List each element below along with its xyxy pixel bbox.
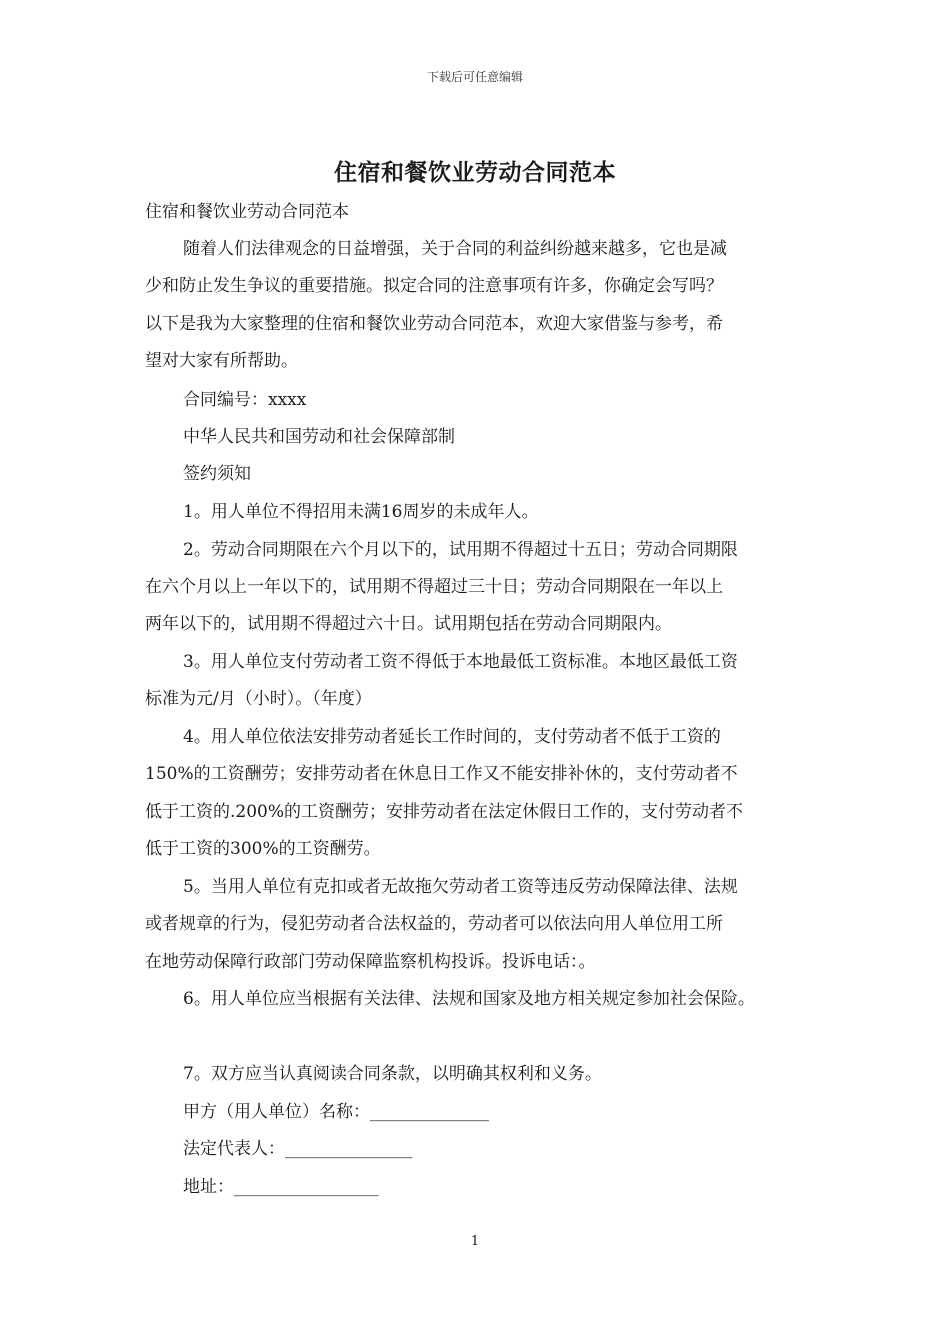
clause-3-line-2: 标准为元/月（小时）。（年度） <box>145 689 372 709</box>
clause-2-line-3: 两年以下的，试用期不得超过六十日。试用期包括在劳动合同期限内。 <box>145 614 672 634</box>
document-title: 住宿和餐饮业劳动合同范本 <box>334 159 616 186</box>
issuer-line: 中华人民共和国劳动和社会保障部制 <box>183 427 455 447</box>
intro-line-3: 以下是我为大家整理的住宿和餐饮业劳动合同范本，欢迎大家借鉴与参考，希 <box>145 314 723 334</box>
legal-representative-field: 法定代表人：_______________ <box>183 1139 413 1159</box>
subtitle-line: 住宿和餐饮业劳动合同范本 <box>145 202 349 222</box>
intro-line-1: 随着人们法律观念的日益增强，关于合同的利益纠纷越来越多，它也是减 <box>183 239 727 259</box>
intro-line-4: 望对大家有所帮助。 <box>145 351 298 371</box>
header-note: 下载后可任意编辑 <box>426 70 523 84</box>
page-number: 1 <box>470 1234 480 1249</box>
clause-4-line-3: 低于工资的.200%的工资酬劳；安排劳动者在法定休假日工作的，支付劳动者不 <box>145 802 744 822</box>
address-field: 地址：_________________ <box>183 1177 379 1197</box>
clause-2-line-1: 2。劳动合同期限在六个月以下的，试用期不得超过十五日；劳动合同期限 <box>183 540 738 560</box>
clause-7: 7。双方应当认真阅读合同条款，以明确其权利和义务。 <box>183 1064 602 1084</box>
clause-3-line-1: 3。用人单位支付劳动者工资不得低于本地最低工资标准。本地区最低工资 <box>183 652 738 672</box>
clause-5-line-1: 5。当用人单位有克扣或者无故拖欠劳动者工资等违反劳动保障法律、法规 <box>183 877 738 897</box>
clause-2-line-2: 在六个月以上一年以下的，试用期不得超过三十日；劳动合同期限在一年以上 <box>145 577 723 597</box>
clause-4-line-4: 低于工资的300%的工资酬劳。 <box>145 839 381 859</box>
notice-heading: 签约须知 <box>183 464 251 484</box>
clause-4-line-1: 4。用人单位依法安排劳动者延长工作时间的，支付劳动者不低于工资的 <box>183 727 721 747</box>
clause-5-line-2: 或者规章的行为，侵犯劳动者合法权益的，劳动者可以依法向用人单位用工所 <box>145 914 723 934</box>
clause-4-line-2: 150%的工资酬劳；安排劳动者在休息日工作又不能安排补休的，支付劳动者不 <box>145 764 738 784</box>
clause-1: 1。用人单位不得招用未满16周岁的未成年人。 <box>183 502 539 522</box>
intro-line-2: 少和防止发生争议的重要措施。拟定合同的注意事项有许多，你确定会写吗？ <box>145 276 723 296</box>
clause-6: 6。用人单位应当根据有关法律、法规和国家及地方相关规定参加社会保险。 <box>183 989 755 1009</box>
contract-number: 合同编号：xxxx <box>183 390 307 410</box>
clause-5-line-3: 在地劳动保障行政部门劳动保障监察机构投诉。投诉电话：。 <box>145 952 596 972</box>
party-a-name-field: 甲方（用人单位）名称：______________ <box>183 1102 489 1122</box>
